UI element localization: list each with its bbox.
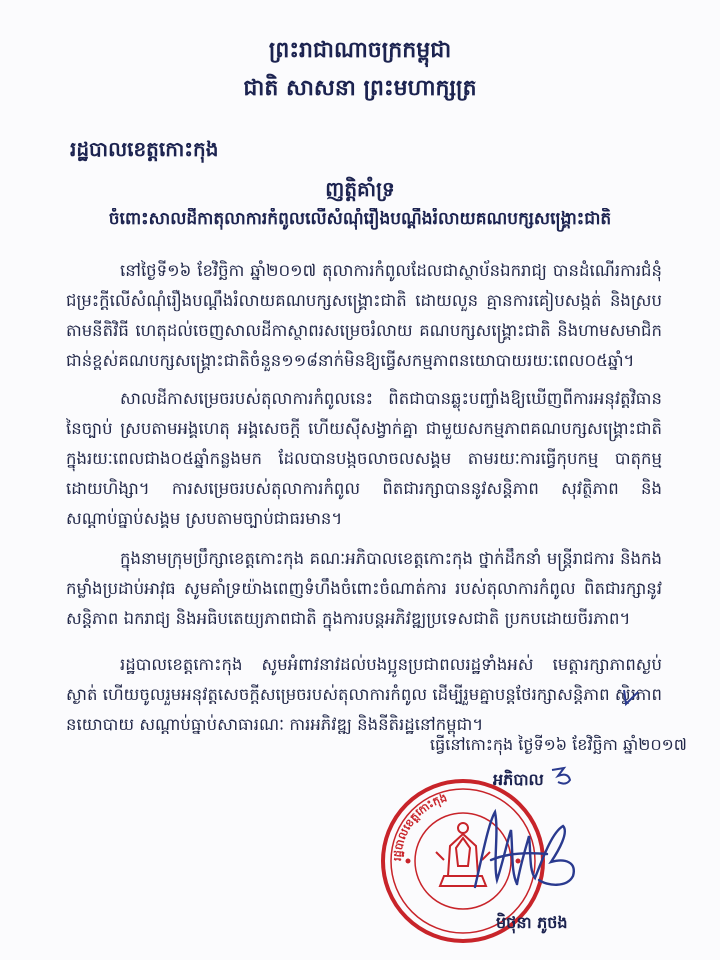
handwritten-end-mark-icon (620, 686, 642, 708)
handwritten-signature-icon (455, 792, 585, 912)
issuing-organization: រដ្ឋបាលខេត្តកោះកុង (70, 137, 219, 161)
svg-text:រដ្ឋបាលខេត្តកោះកុង: រដ្ឋបាលខេត្តកោះកុង (390, 791, 449, 862)
kingdom-heading: ព្រះរាជាណាចក្រកម្ពុជា (268, 37, 452, 63)
place-and-date: ធ្វើនៅកោះកុង ថ្ងៃទី១៦ ខែវិច្ឆិកា ឆ្នាំ២០១៧ (430, 735, 687, 754)
handwritten-initial-icon (548, 764, 578, 788)
body-paragraph-2: សាលដីកាសម្រេចរបស់តុលាការកំពូលនេះ ពិតជាបានឆ្លុះបញ្ចាំងឱ្យឃើញពីការអនុវត្តវិធាន នៃច្បាប់ ស្របតាមអង្គហេតុ អង្គសេចក្ដី ហើយស៊ីសង្វាក់គ្នា ជាមួយសកម្មភាពគណបក្សសង្គ្រោះជាតិ ក្នុងរយៈពេលជាង០៥ឆ្នាំកន្លងមក ដែលបានបង្កចលាចលសង្គម តាមរយៈការធ្វើកុបកម្ម បាតុកម្មដោយហិង្សា។ ការសម្រេចរបស់តុលាការកំពូល ពិតជារក្សាបាននូវសន្តិភាព សុវត្ថិភាព និងសណ្ដាប់ធ្នាប់សង្គម ស្របតាមច្បាប់ជាធរមាន។ (66, 389, 662, 528)
signatory-role: អភិបាល (493, 770, 544, 789)
document-title: ញត្តិគាំទ្រ (325, 177, 395, 201)
motto-heading: ជាតិ សាសនា ព្រះមហាក្សត្រ (243, 75, 477, 101)
signer-name: មិថុនា ភូថង (496, 913, 568, 932)
body-paragraph-1: នៅថ្ងៃទី១៦ ខែវិច្ឆិកា ឆ្នាំ២០១៧ តុលាការកំពូលដែលជាស្ថាប័នឯករាជ្យ បានដំណើរការជំនុំជម្រះក្ដីលើសំណុំរឿងបណ្ដឹងរំលាយគណបក្សសង្គ្រោះជាតិ ដោយលួន គ្មានការគៀបសង្កត់ និងស្របតាមនីតិវិធី ហេតុដល់ចេញសាលដីកាស្ថាពរសម្រេចរំលាយ គណបក្សសង្គ្រោះជាតិ និងហាមសមាជិកជាន់ខ្ពស់គណបក្សសង្គ្រោះជាតិចំនួន១១៨នាក់មិនឱ្យធ្វើសកម្មភាពនយោបាយរយៈពេល០៥ឆ្នាំ។ (66, 261, 662, 370)
body-paragraph-3: ក្នុងនាមក្រុមប្រឹក្សាខេត្តកោះកុង គណៈអភិបាលខេត្តកោះកុង ថ្នាក់ដឹកនាំ មន្ត្រីរាជការ និងកងកម្លាំងប្រដាប់អាវុធ សូមគាំទ្រយ៉ាងពេញទំហឹងចំពោះចំណាត់ការ របស់តុលាការកំពូល ពិតជារក្សានូវសន្តិភាព ឯករាជ្យ និងអធិបតេយ្យភាពជាតិ ក្នុងការបន្តអភិវឌ្ឍប្រទេសជាតិ ប្រកបដោយចីរភាព។ (66, 549, 662, 628)
document-subtitle: ចំពោះសាលដីកាតុលាការកំពូលលើសំណុំរឿងបណ្ដឹងរំលាយគណបក្សសង្គ្រោះជាតិ (108, 209, 612, 229)
body-paragraph-4: រដ្ឋបាលខេត្តកោះកុង សូមអំពាវនាវដល់បងប្អូនប្រជាពលរដ្ឋទាំងអស់ មេត្តារក្សាភាពស្ងប់ស្ងាត់ ហើយចូលរួមអនុវត្តសេចក្ដីសម្រេចរបស់តុលាការកំពូល ដើម្បីរួមគ្នាបន្តថែរក្សាសន្តិភាព ស្ថិរភាពនយោបាយ សណ្ដាប់ធ្នាប់សាធារណៈ ការអភិវឌ្ឍ និងនីតិរដ្ឋនៅកម្ពុជា។ (66, 655, 662, 734)
